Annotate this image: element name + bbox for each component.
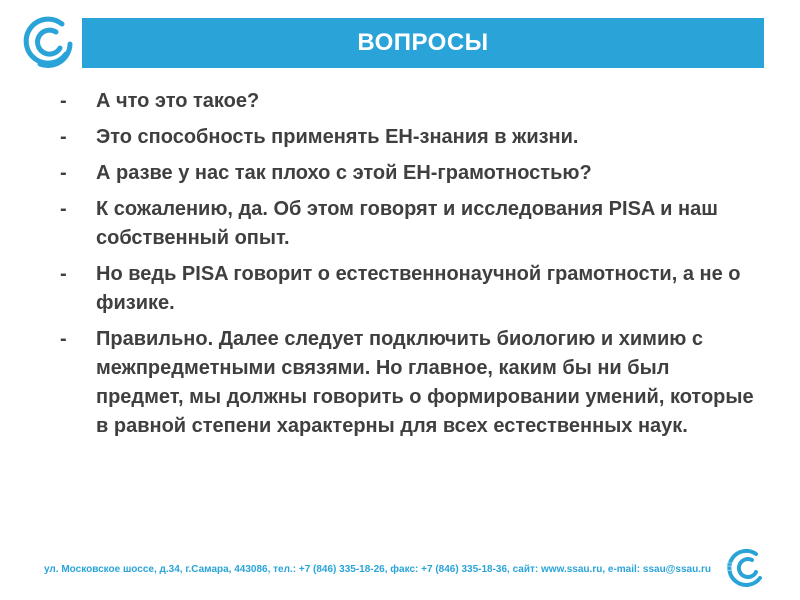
bullet-item <box>60 123 760 152</box>
header-bar <box>82 18 764 68</box>
bullet-text: Это способность применять ЕН-знания в жизни. <box>96 126 579 148</box>
bullet-text: Но ведь PISA говорит о естественнонаучной грамотности, а не о физике. <box>96 263 741 314</box>
bullet-item <box>60 195 760 253</box>
bullet-list <box>60 87 760 448</box>
bullet-marker: - <box>60 263 67 285</box>
bullet-text: К сожалению, да. Об этом говорят и исследования PISA и наш собственный опыт. <box>96 198 718 249</box>
bullet-text: Правильно. Далее следует подключить биологию и химию с межпредметными связями. Но главное, каким бы ни был предмет, мы должны говорить о формировании умений, которые в равной степени характерны для всех естественных наук. <box>96 328 754 437</box>
page-number: 5 <box>726 560 733 574</box>
bullet-item <box>60 260 760 318</box>
bullet-text: А разве у нас так плохо с этой ЕН-грамотностью? <box>96 162 592 184</box>
slide-title: ВОПРОСЫ <box>357 29 489 56</box>
bullet-marker: - <box>60 162 67 184</box>
bullet-marker: - <box>60 90 67 112</box>
ssau-logo-icon <box>22 14 78 74</box>
bullet-marker: - <box>60 126 67 148</box>
bullet-item <box>60 159 760 188</box>
bullet-text: А что это такое? <box>96 90 260 112</box>
footer-logo <box>716 546 772 590</box>
ssau-logo-icon <box>716 546 772 590</box>
footer-contact-info: ул. Московское шоссе, д.34, г.Самара, 443086, тел.: +7 (846) 335-18-26, факс: +7 (846) 335-18-36, сайт: www.ssau.ru, e-mail: ssau@ssau.ru <box>44 564 712 575</box>
bullet-item <box>60 87 760 116</box>
bullet-marker: - <box>60 328 67 350</box>
bullet-marker: - <box>60 198 67 220</box>
bullet-item <box>60 325 760 441</box>
